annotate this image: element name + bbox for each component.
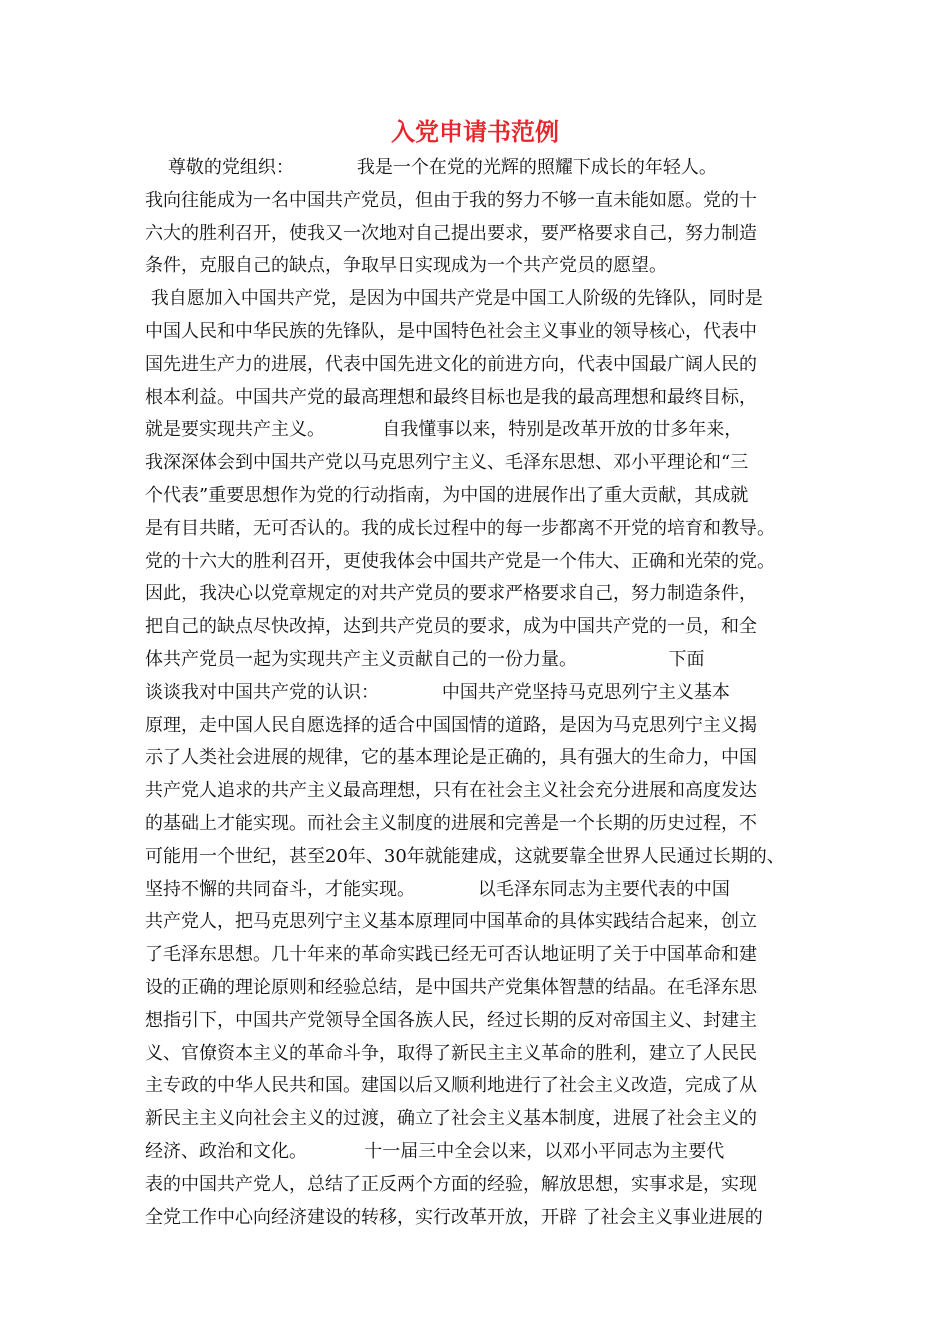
text-line: 坚持不懈的共同奋斗，才能实现。 以毛泽东同志为主要代表的中国 xyxy=(145,878,730,900)
document-body xyxy=(145,152,825,1234)
text-line: 的基础上才能实现。而社会主义制度的进展和完善是一个长期的历史过程，不 xyxy=(145,812,757,834)
text-line: 谈谈我对中国共产党的认识： 中国共产党坚持马克思列宁主义基本 xyxy=(145,681,730,703)
text-line: 条件，克服自己的缺点，争取早日实现成为一个共产党员的愿望。 xyxy=(145,255,667,277)
text-line: 我深深体会到中国共产党以马克思列宁主义、毛泽东思想、邓小平理论和“三 xyxy=(145,452,749,474)
text-line: 我自愿加入中国共产党，是因为中国共产党是中国工人阶级的先锋队，同时是 xyxy=(145,288,763,310)
text-line: 全党工作中心向经济建设的转移，实行改革开放，开辟 了社会主义事业进展的 xyxy=(145,1206,763,1228)
text-line: 我向往能成为一名中国共产党员，但由于我的努力不够一直未能如愿。党的十 xyxy=(145,189,757,211)
text-line: 设的正确的理论原则和经验总结，是中国共产党集体智慧的结晶。在毛泽东思 xyxy=(145,976,757,998)
text-line: 根本利益。中国共产党的最高理想和最终目标也是我的最高理想和最终目标， xyxy=(145,386,757,408)
text-line: 了毛泽东思想。几十年来的革命实践已经无可否认地证明了关于中国革命和建 xyxy=(145,944,757,966)
text-line: 共产党人，把马克思列宁主义基本原理同中国革命的具体实践结合起来，创立 xyxy=(145,911,757,933)
text-line: 原理，走中国人民自愿选择的适合中国国情的道路，是因为马克思列宁主义揭 xyxy=(145,714,757,736)
text-line: 义、官僚资本主义的革命斗争，取得了新民主主义革命的胜利，建立了人民民 xyxy=(145,1042,757,1064)
text-line: 是有目共睹，无可否认的。我的成长过程中的每一步都离不开党的培育和教导。 xyxy=(145,517,775,539)
text-line: 经济、政治和文化。 十一届三中全会以来，以邓小平同志为主要代 xyxy=(145,1140,725,1162)
text-line: 表的中国共产党人，总结了正反两个方面的经验，解放思想，实事求是，实现 xyxy=(145,1173,757,1195)
text-line: 想指引下，中国共产党领导全国各族人民，经过长期的反对帝国主义、封建主 xyxy=(145,1009,757,1031)
text-line: 主专政的中华人民共和国。建国以后又顺利地进行了社会主义改造，完成了从 xyxy=(145,1075,757,1097)
text-line: 党的十六大的胜利召开，更使我体会中国共产党是一个伟大、正确和光荣的党。 xyxy=(145,550,775,572)
text-line: 因此，我决心以党章规定的对共产党员的要求严格要求自己，努力制造条件， xyxy=(145,583,757,605)
text-line: 六大的胜利召开，使我又一次地对自己提出要求，要严格要求自己，努力制造 xyxy=(145,222,757,244)
text-line: 共产党人追求的共产主义最高理想，只有在社会主义社会充分进展和高度发达 xyxy=(145,780,757,802)
text-line: 可能用一个世纪，甚至20年、30年就能建成，这就要靠全世界人民通过长期的、 xyxy=(145,845,785,867)
text-line: 中国人民和中华民族的先锋队，是中国特色社会主义事业的领导核心，代表中 xyxy=(145,320,757,342)
text-line: 个代表”重要思想作为党的行动指南，为中国的进展作出了重大贡献，其成就 xyxy=(145,484,749,506)
text-line: 就是要实现共产主义。 自我懂事以来，特别是改革开放的廿多年来， xyxy=(145,419,743,441)
text-line: 新民主主义向社会主义的过渡，确立了社会主义基本制度，进展了社会主义的 xyxy=(145,1108,757,1130)
text-line: 尊敬的党组织： 我是一个在党的光辉的照耀下成长的年轻人。 xyxy=(145,157,717,178)
text-line: 国先进生产力的进展，代表中国先进文化的前进方向，代表中国最广阔人民的 xyxy=(145,353,757,375)
text-line: 把自己的缺点尽快改掉，达到共产党员的要求，成为中国共产党的一员，和全 xyxy=(145,616,757,638)
text-line: 体共产党员一起为实现共产主义贡献自己的一份力量。 下面 xyxy=(145,648,705,670)
text-line: 示了人类社会进展的规律，它的基本理论是正确的，具有强大的生命力，中国 xyxy=(145,747,757,769)
document-title: 入党申请书范例 xyxy=(391,117,559,146)
